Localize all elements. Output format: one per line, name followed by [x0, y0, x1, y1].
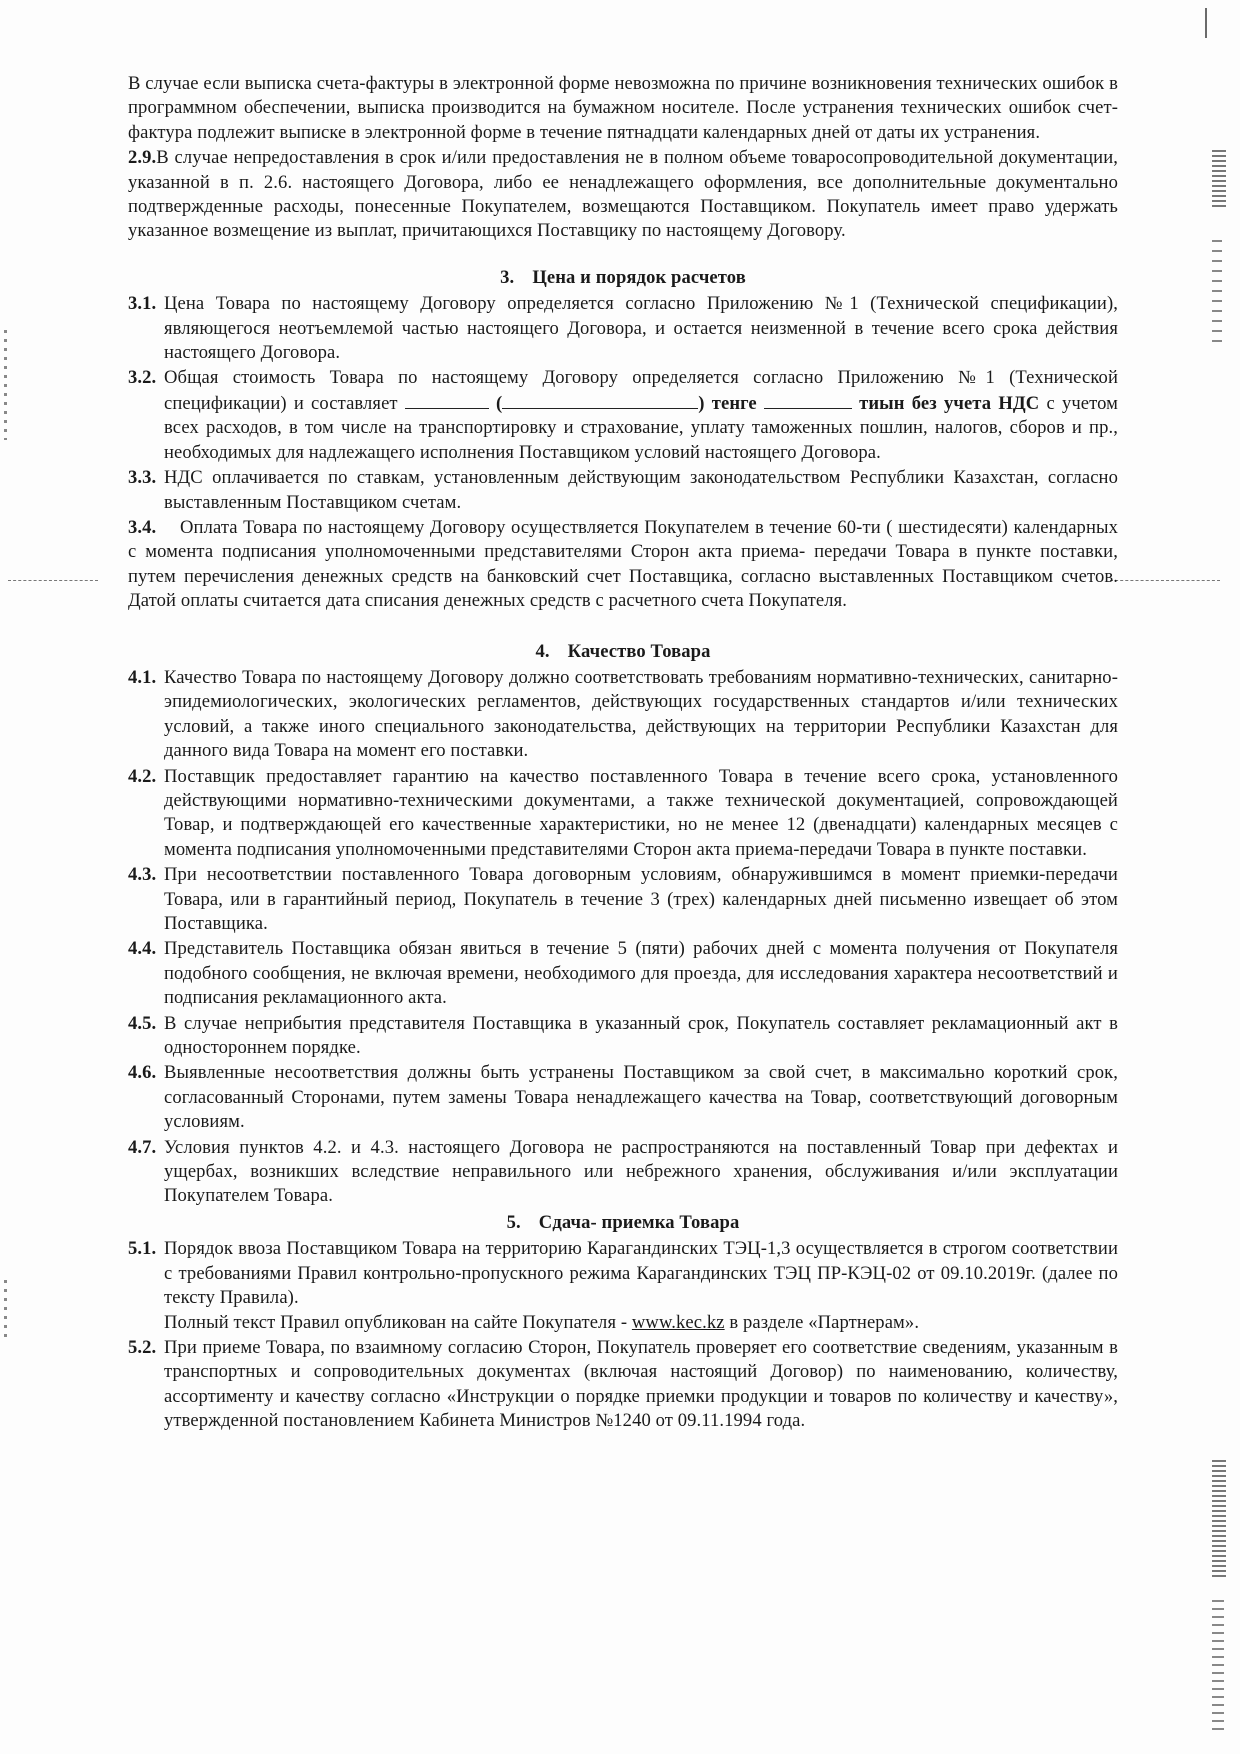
paren-close: ): [698, 392, 705, 414]
clause-4-3: [128, 863, 1118, 936]
clause-number: 3.4.: [128, 516, 157, 538]
clause-text-part: с учетом всех расходов, в том числе на транспортировку и страхование, уплату таможенных пошлин, налогов, сборов и пр., необходимых для надлежащего исполнения Поставщиком условий настоящего Договора.: [164, 392, 1119, 463]
currency-tenge: тенге: [711, 392, 757, 414]
clause-text: Цена Товара по настоящему Договору определяется согласно Приложению №1 (Технической спецификации), являющегося неотъемлемой частью настоящего Договора, и остается неизменной в течение всего срока действия настоящего Договора.: [164, 293, 1118, 364]
clause-text: Оплата Товара по настоящему Договору осуществляется Покупателем в течение 60-ти ( шестидесяти) календарных с момента подписания уполномоченными представителями Сторон акта приема- передачи Товара в пункте поставки, путем перечисления денежных средств на банковский счет Поставщика, согласно выставленных Поставщиком счетов. Датой оплаты считается дата списания денежных средств с расчетного счета Покупателя.: [128, 516, 1118, 612]
clause-number: 4.7.: [128, 1136, 157, 1158]
clause-text: При несоответствии поставленного Товара договорным условиям, обнаружившимся в момент приемки-передачи Товара, или в гарантийный период, Покупатель в течение 3 (трех) календарных дней письменно извещает об этом Поставщика.: [164, 864, 1118, 934]
section-title: Цена и порядок расчетов: [532, 266, 746, 288]
section-number: 5.: [506, 1211, 521, 1233]
clause-text: В случае непредоставления в срок и/или предоставления не в полном объеме товаросопроводительной документации, указанной в п. 2.6. настоящего Договора, либо ее ненадлежащего оформления, все дополнительные документально подтвержденные расходы, понесенные Покупателем, возмещаются Поставщиком. Покупатель имеет право удержать указанное возмещение из выплат, причитающихся Поставщику по настоящему Договору.: [128, 147, 1118, 242]
section-title: Качество Товара: [567, 640, 711, 662]
clause-2-9: [128, 146, 1118, 244]
section-5-heading: [128, 1211, 1118, 1235]
clause-text: Поставщик предоставляет гарантию на качество поставленного Товара в течение всего срока, установленного действующими нормативно-техническими документами, а также технической документацией, сопровождающей Товар, и подтверждающей его качественные характеристики, но не менее 12 (двенадцати) календарных месяцев с момента подписания уполномоченными представителями Сторон акта приема-передачи Товара в пункте поставки.: [164, 765, 1118, 860]
clause-text-part: Общая стоимость Товара по настоящему Договору определяется согласно Приложению №1 (Технической спецификации) и составляет: [164, 367, 1118, 414]
clause-number: 4.4.: [128, 938, 157, 960]
scan-artifact-edge: [1212, 1600, 1224, 1730]
clause-text-part: Порядок ввоза Поставщиком Товара на территорию Карагандинских ТЭЦ-1,3 осуществляется в строгом соответствии с требованиями Правил контрольно-пропускного режима Карагандинских ТЭЦ ПР-КЭЦ-02 от 09.10.2019г. (далее по тексту Правила).: [164, 1238, 1118, 1309]
clause-4-6: [128, 1061, 1118, 1134]
section-title: Сдача- приемка Товара: [538, 1211, 740, 1233]
clause-number: 3.2.: [128, 367, 157, 389]
clause-number: 3.1.: [128, 293, 157, 315]
clause-text: Качество Товара по настоящему Договору должно соответствовать требованиям нормативно-технических, санитарно-эпидемиологических, экологических регламентов, действующих государственных стандартов и/или технических условий, а также иного специального законодательства, действующих на территории Республики Казахстан для данного вида Товара на момент его поставки.: [164, 666, 1118, 762]
clause-text: В случае неприбытия представителя Поставщика в указанный срок, Покупатель составляет рекламационный акт в одностороннем порядке.: [164, 1012, 1118, 1059]
scan-artifact-left-ticks: [4, 330, 7, 440]
section-number: 4.: [535, 640, 550, 662]
amount-blank: [405, 391, 489, 409]
clause-4-2: [128, 765, 1118, 863]
website-link[interactable]: www.kec.kz: [631, 1311, 725, 1333]
section-3-heading: [128, 266, 1118, 290]
clause-number: 5.1.: [128, 1238, 157, 1260]
clause-text: [164, 366, 1118, 465]
clause-4-4: [128, 937, 1118, 1010]
clause-text: Условия пунктов 4.2. и 4.3. настоящего Договора не распространяются на поставленный Товар при дефектах и ущербах, возникших вследствие неправильного или небрежного хранения, обслуживания и/или эксплуатации Покупателем Товара.: [164, 1136, 1118, 1207]
clause-number: 5.2.: [128, 1336, 157, 1358]
clause-3-2: [128, 366, 1118, 465]
scan-artifact-left-ticks: [4, 1280, 7, 1340]
scan-artifact-left-dash: [8, 580, 98, 581]
clause-number: 4.3.: [128, 864, 157, 886]
clause-number: 3.3.: [128, 467, 157, 489]
document-body: [128, 72, 1118, 1434]
clause-number: 4.2.: [128, 765, 157, 787]
clause-number: 4.1.: [128, 666, 157, 688]
currency-tiyn: тиын: [859, 392, 905, 414]
clause-text: Выявленные несоответствия должны быть устранены Поставщиком за свой счет, в максимально короткий срок, согласованный Сторонами, путем замены Товара ненадлежащего качества на Товар, соответствующий договорным условиям.: [164, 1062, 1118, 1133]
section-number: 3.: [500, 266, 515, 288]
rules-publication-note: Полный текст Правил опубликован на сайте Покупателя -: [164, 1311, 628, 1333]
clause-text: Представитель Поставщика обязан явиться в течение 5 (пяти) рабочих дней с момента получения от Покупателя подобного сообщения, не включая времени, необходимого для проезда, для исследования характера несоответствий и подписания рекламационного акта.: [164, 938, 1118, 1009]
clause-text: При приеме Товара, по взаимному согласию Сторон, Покупатель проверяет его соответствие сведениям, указанным в транспортных и сопроводительных документах (включая настоящий Договор) по наименованию, количеству, ассортименту и качеству согласно «Инструкции о порядке приемки продукции и товаров по количеству и качеству», утвержденной постановлением Кабинета Министров №1240 от 09.11.1994 года.: [164, 1336, 1118, 1432]
scan-artifact-right-dash: [1110, 580, 1220, 581]
clause-number: 2.9.: [128, 147, 157, 169]
vat-exclusion-text: без учета НДС: [911, 392, 1040, 414]
scan-artifact-edge: [1212, 1460, 1226, 1580]
clause-number: 4.6.: [128, 1062, 157, 1084]
rules-section-note: в разделе «Партнерам».: [724, 1311, 920, 1333]
clause-5-1: [128, 1237, 1118, 1335]
scan-artifact-edge: [1212, 150, 1226, 210]
clause-4-5: [128, 1012, 1118, 1061]
clause-3-1: [128, 292, 1118, 365]
clause-3-4: [128, 516, 1118, 614]
section-4-heading: [128, 640, 1118, 664]
scan-artifact-edge: [1212, 240, 1222, 350]
clause-5-2: [128, 1336, 1118, 1434]
clause-number: 4.5.: [128, 1012, 157, 1034]
clause-text: [164, 1237, 1118, 1335]
paren-open: (: [495, 392, 503, 414]
tiyn-blank: [764, 391, 852, 409]
clause-4-7: [128, 1136, 1118, 1209]
scan-artifact-edge: [1205, 8, 1207, 38]
clause-3-3: [128, 466, 1118, 515]
amount-words-blank: [502, 391, 698, 409]
clause-4-1: [128, 666, 1118, 764]
clause-text: НДС оплачивается по ставкам, установленным действующим законодательством Республики Казахстан, согласно выставленным Поставщиком счетам.: [164, 467, 1118, 513]
paragraph-invoice-note: В случае если выписка счета-фактуры в электронной форме невозможна по причине возникновения технических ошибок в программном обеспечении, выписка производится на бумажном носителе. После устранения технических ошибок счет-фактура подлежит выписке в электронной форме в течение пятнадцати календарных дней от даты их устранения.: [128, 73, 1118, 143]
